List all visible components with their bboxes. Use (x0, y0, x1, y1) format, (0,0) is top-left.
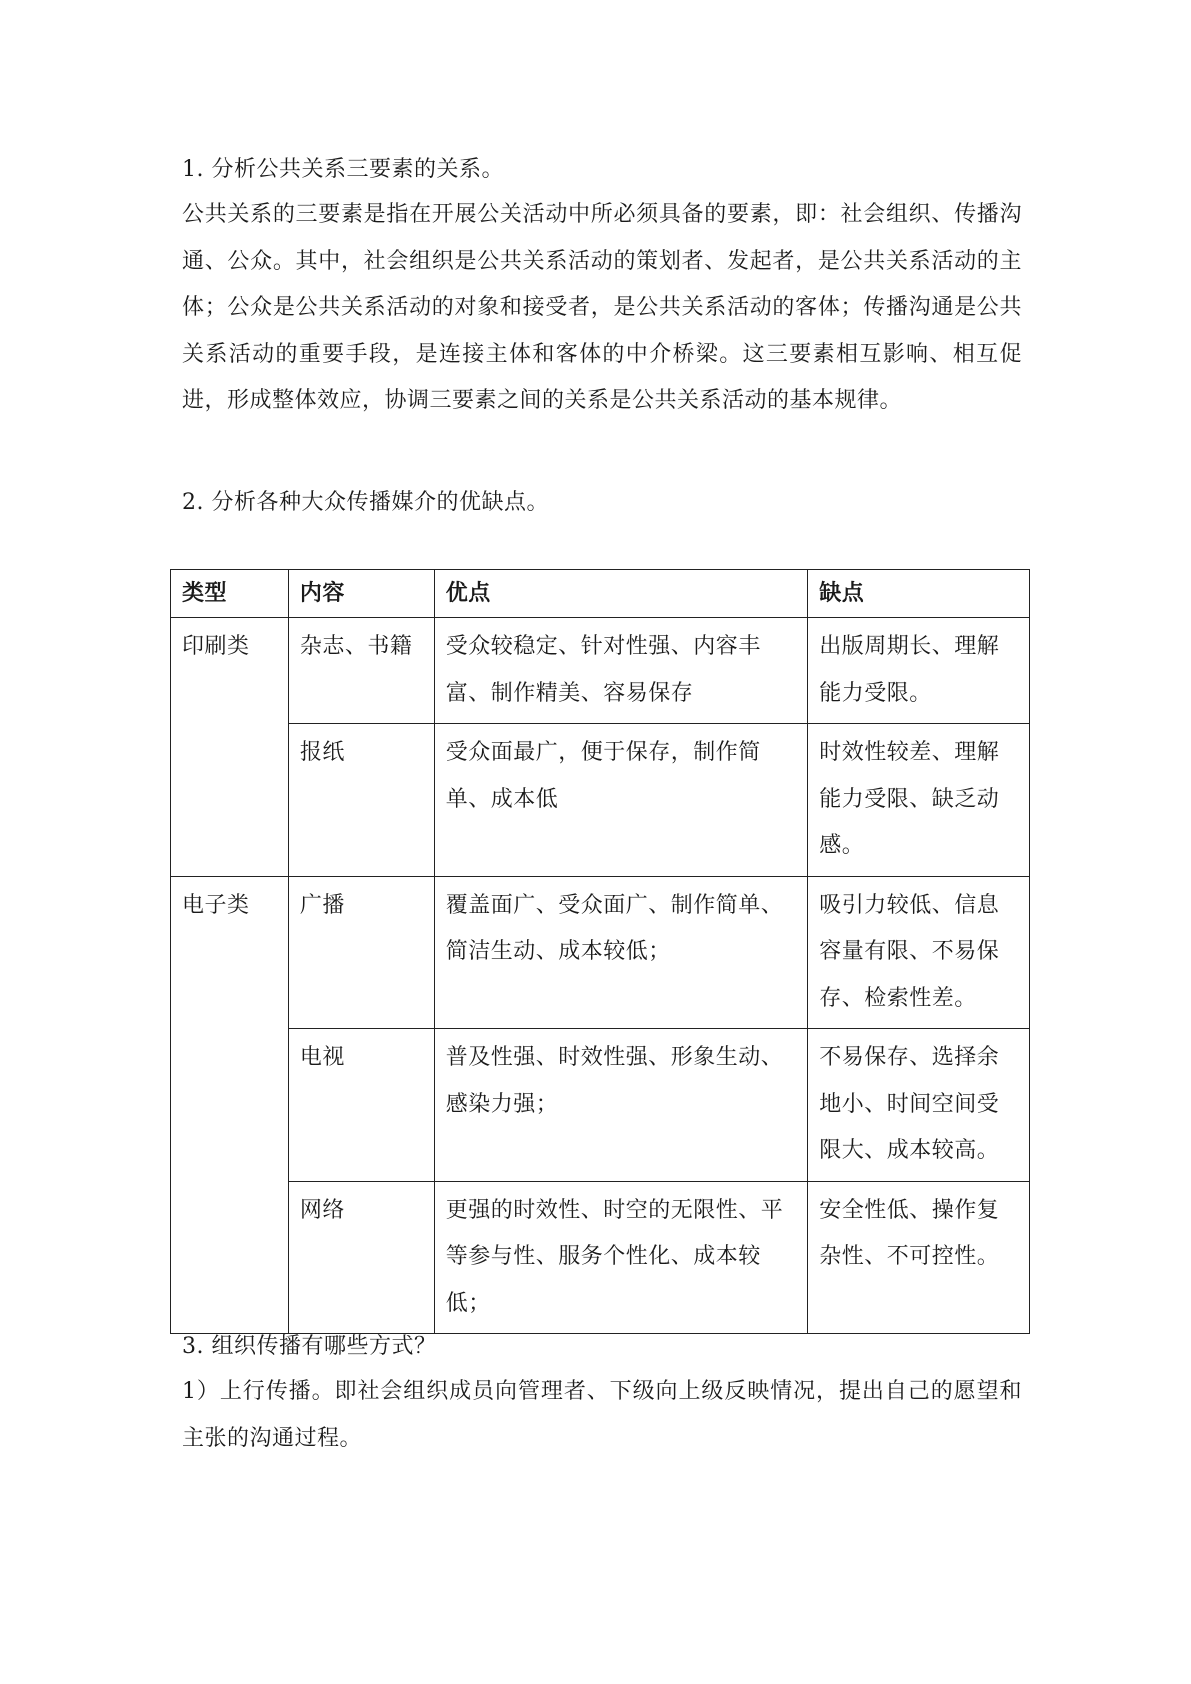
table-header-row (171, 570, 1030, 618)
advantages-cell: 普及性强、时效性强、形象生动、感染力强； (434, 1029, 807, 1182)
advantages-cell: 受众较稳定、针对性强、内容丰富、制作精美、容易保存 (434, 618, 807, 724)
content-cell: 报纸 (288, 724, 434, 877)
table-row (171, 618, 1030, 724)
disadvantages-cell: 安全性低、操作复杂性、不可控性。 (808, 1181, 1030, 1334)
content-cell: 杂志、书籍 (288, 618, 434, 724)
table-row (171, 724, 1030, 877)
header-type: 类型 (171, 570, 289, 618)
content-cell: 广播 (288, 876, 434, 1029)
advantages-cell: 覆盖面广、受众面广、制作简单、简洁生动、成本较低； (434, 876, 807, 1029)
question-2-title: 2. 分析各种大众传播媒介的优缺点。 (182, 490, 549, 515)
disadvantages-cell: 不易保存、选择余地小、时间空间受限大、成本较高。 (808, 1029, 1030, 1182)
question-1-title: 1. 分析公共关系三要素的关系。 (182, 157, 504, 182)
question-1-answer: 公共关系的三要素是指在开展公关活动中所必须具备的要素，即：社会组织、传播沟通、公众。其中，社会组织是公共关系活动的策划者、发起者，是公共关系活动的主体；公众是公共关系活动的对象和接受者，是公共关系活动的客体；传播沟通是公共关系活动的重要手段，是连接主体和客体的中介桥梁。这三要素相互影响、相互促进，形成整体效应，协调三要素之间的关系是公共关系活动的基本规律。 (182, 202, 1022, 413)
type-cell-print: 印刷类 (171, 618, 289, 877)
advantages-cell: 更强的时效性、时空的无限性、平等参与性、服务个性化、成本较低； (434, 1181, 807, 1334)
type-cell-electronic: 电子类 (171, 876, 289, 1334)
content-cell: 网络 (288, 1181, 434, 1334)
content-cell: 电视 (288, 1029, 434, 1182)
header-content: 内容 (288, 570, 434, 618)
question-3-title: 3. 组织传播有哪些方式？ (182, 1334, 437, 1359)
header-advantages: 优点 (434, 570, 807, 618)
table-row (171, 876, 1030, 1029)
advantages-cell: 受众面最广，便于保存，制作简单、成本低 (434, 724, 807, 877)
disadvantages-cell: 时效性较差、理解能力受限、缺乏动感。 (808, 724, 1030, 877)
media-comparison-table (170, 569, 1030, 1334)
disadvantages-cell: 吸引力较低、信息容量有限、不易保存、检索性差。 (808, 876, 1030, 1029)
disadvantages-cell: 出版周期长、理解能力受限。 (808, 618, 1030, 724)
header-disadvantages: 缺点 (808, 570, 1030, 618)
table-row (171, 1181, 1030, 1334)
table-row (171, 1029, 1030, 1182)
question-3-item-1: 1）上行传播。即社会组织成员向管理者、下级向上级反映情况，提出自己的愿望和主张的沟通过程。 (182, 1379, 1022, 1451)
